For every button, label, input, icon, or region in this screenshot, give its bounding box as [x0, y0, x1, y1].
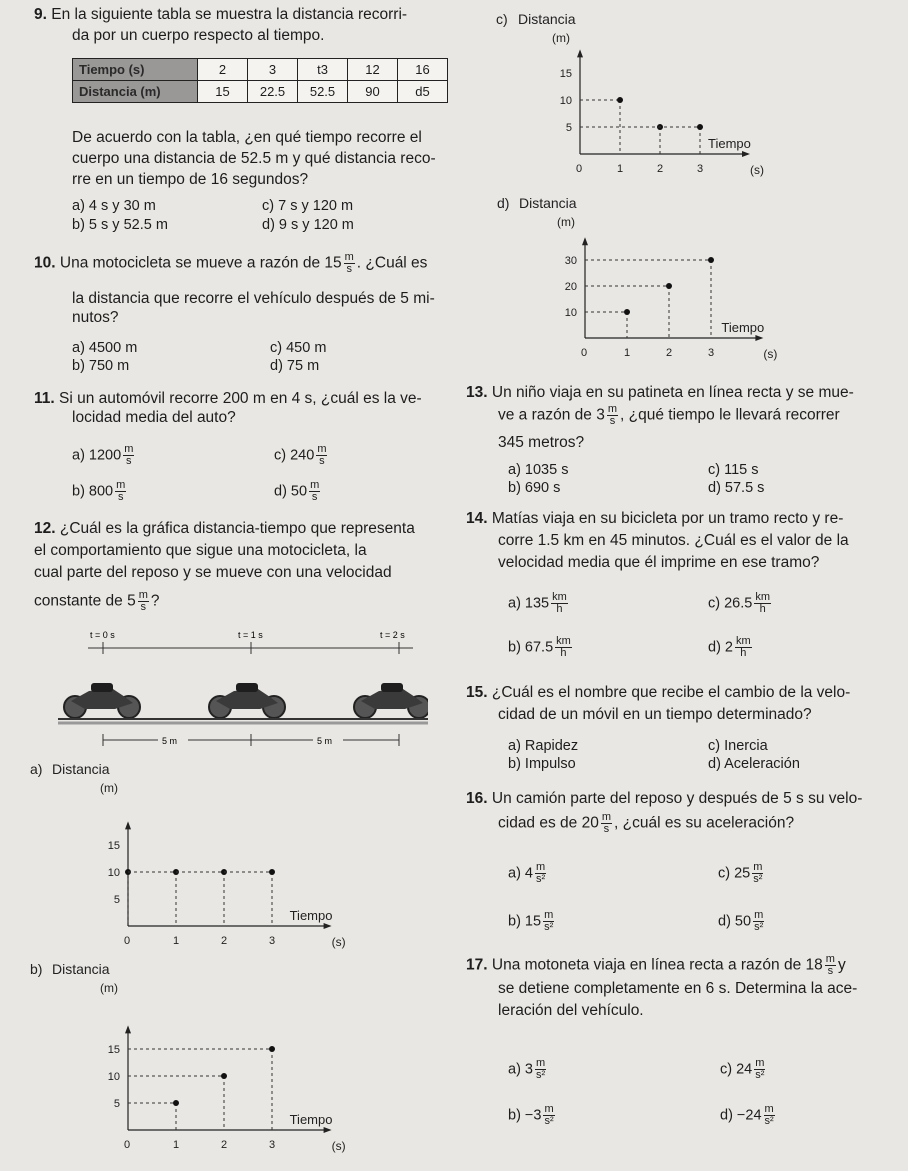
- x-tick-label: 3: [708, 347, 715, 359]
- y-tick-label: 10: [564, 307, 577, 319]
- q13-option-b[interactable]: b) 690 s: [508, 480, 561, 496]
- q13-line1: [466, 382, 854, 404]
- data-point: [708, 257, 714, 263]
- q17-number: 17.: [466, 956, 488, 974]
- q10-option-d[interactable]: d) 75 m: [270, 358, 320, 374]
- data-point: [624, 309, 630, 315]
- q17-text-pre: Una motoneta viaja en línea recta a razón de 18: [491, 956, 823, 974]
- y-axis-label: Distancia: [52, 961, 110, 977]
- q14-text2: corre 1.5 km en 45 minutos. ¿Cuál es el valor de la: [498, 532, 849, 549]
- q16-option-b[interactable]: b) 15 $\frac{m}{\text{s²}}$: [508, 909, 554, 933]
- table-cell: t3: [298, 59, 348, 81]
- q17-option-b[interactable]: b) −3 $\frac{m}{\text{s²}}$: [508, 1103, 554, 1127]
- data-point: [269, 1046, 275, 1052]
- q10-line1: [34, 252, 427, 275]
- y-tick-label: 5: [113, 1098, 120, 1110]
- q17-option-c[interactable]: c) 24 $\frac{m}{\text{s²}}$: [720, 1057, 765, 1081]
- q12-number: 12.: [34, 520, 56, 537]
- data-point: [173, 1100, 179, 1106]
- y-tick-label: 15: [559, 68, 572, 80]
- q13-text2: ve a razón de 3 $\frac{m}{s}$ , ¿qué tiempo le llevará recorrer: [498, 403, 840, 427]
- x-tick-label: 1: [624, 347, 631, 359]
- y-tick-label: 5: [113, 894, 120, 906]
- x-axis-label: Tiempo: [708, 136, 751, 151]
- y-axis-arrow: [125, 821, 131, 829]
- data-point: [697, 124, 703, 130]
- data-point: [221, 1073, 227, 1079]
- x-axis-label: Tiempo: [721, 320, 765, 335]
- x-axis-label: Tiempo: [289, 1112, 333, 1127]
- q9-option-c[interactable]: c) 7 s y 120 m: [262, 198, 354, 214]
- q16-option-a[interactable]: a) 4 $\frac{m}{\text{s²}}$: [508, 861, 546, 885]
- q13-option-c[interactable]: c) 115 s: [708, 462, 759, 478]
- y-axis-unit: (m): [557, 215, 575, 229]
- q11-text: Si un automóvil recorre 200 m en 4 s, ¿cuál es la ve-: [59, 390, 422, 407]
- q14-option-d[interactable]: d) 2 $\frac{km}{h}$: [708, 635, 751, 659]
- y-axis-arrow: [125, 1025, 131, 1033]
- q12-text2: el comportamiento que sigue una motocicleta, la: [34, 542, 367, 559]
- q10-number: 10.: [34, 254, 56, 272]
- y-axis-arrow: [577, 49, 583, 57]
- x-axis-unit: (s): [331, 1139, 346, 1153]
- y-axis-label: Distancia: [52, 761, 110, 777]
- y-axis-unit: (m): [100, 781, 118, 795]
- q10-text-post: . ¿Cuál es: [356, 254, 428, 272]
- table-cell: 2: [198, 59, 248, 81]
- q9-option-a[interactable]: a) 4 s y 30 m: [72, 198, 156, 214]
- x-tick-label: 3: [269, 935, 276, 947]
- table-header-time: Tiempo (s): [73, 59, 198, 81]
- table-cell: 16: [398, 59, 448, 81]
- x-tick-label: 1: [617, 163, 624, 175]
- q15-line1: [466, 682, 850, 704]
- chart-option-d[interactable]: [490, 188, 830, 368]
- x-tick-label: 0: [581, 347, 588, 359]
- x-axis-unit: (s): [331, 935, 346, 949]
- chart-option-b[interactable]: [28, 954, 408, 1154]
- y-tick-label: 10: [107, 1071, 120, 1083]
- table-cell: d5: [398, 81, 448, 103]
- table-cell: 22.5: [248, 81, 298, 103]
- q16-text: Un camión parte del reposo y después de 5 s su velo-: [491, 790, 863, 807]
- q9-question3: rre en un tiempo de 16 segundos?: [72, 171, 309, 188]
- q17-line1: 17. Una motoneta viaja en línea recta a razón de 18 $\frac{m}{s}$ y: [466, 953, 846, 977]
- table-row: [73, 81, 448, 103]
- t1-label: t = 1 s: [238, 630, 263, 640]
- chart-option-a[interactable]: [28, 754, 408, 954]
- motorcycle-icon: [209, 683, 285, 718]
- table-cell: 90: [348, 81, 398, 103]
- y-axis-unit: (m): [100, 981, 118, 995]
- x-tick-label: 0: [576, 163, 583, 175]
- q16-option-c[interactable]: c) 25 $\frac{m}{\text{s²}}$: [718, 861, 763, 885]
- q10-option-b[interactable]: b) 750 m: [72, 358, 130, 374]
- q9-option-d[interactable]: d) 9 s y 120 m: [262, 217, 354, 233]
- q15-number: 15.: [466, 684, 488, 701]
- x-axis-arrow: [742, 151, 750, 157]
- q11-option-d[interactable]: d) 50 $\frac{m}{s}$: [274, 479, 320, 503]
- x-axis-arrow: [324, 1127, 332, 1133]
- x-tick-label: 0: [124, 1139, 131, 1151]
- q12-line1: [34, 518, 415, 540]
- x-tick-label: 2: [221, 1139, 228, 1151]
- q9-question1: De acuerdo con la tabla, ¿en qué tiempo recorre el: [72, 129, 422, 146]
- motorcycle-timeline: [58, 624, 428, 752]
- chart-letter: d): [497, 195, 510, 211]
- y-tick-label: 5: [565, 122, 572, 134]
- x-axis-unit: (s): [763, 347, 778, 361]
- x-axis-arrow: [324, 923, 332, 929]
- q14-option-b[interactable]: b) 67.5 $\frac{km}{h}$: [508, 635, 571, 659]
- x-tick-label: 2: [657, 163, 664, 175]
- q14-option-c[interactable]: c) 26.5 $\frac{km}{h}$: [708, 591, 771, 615]
- q15-option-a[interactable]: a) Rapidez: [508, 738, 579, 754]
- x-tick-label: 1: [173, 935, 180, 947]
- x-tick-label: 3: [269, 1139, 276, 1151]
- x-axis-unit: (s): [750, 163, 764, 177]
- q13-text3: 345 metros?: [498, 434, 585, 451]
- q9-line1: [34, 4, 407, 26]
- motorcycle-icon: [354, 683, 428, 718]
- y-tick-label: 20: [564, 281, 577, 293]
- q10-option-c[interactable]: c) 450 m: [270, 340, 327, 356]
- q11-option-b[interactable]: b) 800 $\frac{m}{s}$: [72, 479, 126, 503]
- chart-option-c[interactable]: [474, 4, 854, 184]
- q16-line1: [466, 788, 862, 810]
- q10-text-pre: Una motocicleta se mueve a razón de 15: [59, 254, 342, 272]
- y-axis-arrow: [582, 237, 588, 245]
- table-cell: 15: [198, 81, 248, 103]
- data-point: [269, 869, 275, 875]
- distance-label-1: 5 m: [162, 736, 178, 746]
- x-tick-label: 2: [221, 935, 228, 947]
- q11-text2: locidad media del auto?: [72, 409, 236, 426]
- q14-text3: velocidad media que él imprime en ese tramo?: [498, 554, 820, 571]
- t2-label: t = 2 s: [380, 630, 405, 640]
- q11-number: 11.: [34, 390, 55, 407]
- y-tick-label: 30: [564, 255, 577, 267]
- table-header-distance: Distancia (m): [73, 81, 198, 103]
- q14-line1: [466, 508, 843, 530]
- q14-option-a[interactable]: a) 135 $\frac{km}{h}$: [508, 591, 567, 615]
- q17-option-d[interactable]: d) −24 $\frac{m}{\text{s²}}$: [720, 1103, 774, 1127]
- q11-option-a[interactable]: a) 1200 $\frac{m}{s}$: [72, 443, 134, 467]
- q12-text3: cual parte del reposo y se mueve con una velocidad: [34, 564, 392, 581]
- q9-number: 9.: [34, 6, 47, 23]
- y-axis-label: Distancia: [518, 11, 576, 27]
- q15-text: ¿Cuál es el nombre que recibe el cambio de la velo-: [491, 684, 851, 701]
- distance-label-2: 5 m: [317, 736, 333, 746]
- q16-number: 16.: [466, 790, 488, 807]
- q17-text2: se detiene completamente en 6 s. Determina la ace-: [498, 980, 858, 997]
- x-tick-label: 0: [124, 935, 131, 947]
- table-cell: 12: [348, 59, 398, 81]
- t0-label: t = 0 s: [90, 630, 115, 640]
- data-point: [666, 283, 672, 289]
- q13-option-a[interactable]: a) 1035 s: [508, 462, 569, 478]
- x-tick-label: 2: [666, 347, 673, 359]
- q15-option-c[interactable]: c) Inercia: [708, 738, 768, 754]
- q9-option-b[interactable]: b) 5 s y 52.5 m: [72, 217, 168, 233]
- table-cell: 52.5: [298, 81, 348, 103]
- q11-option-c[interactable]: c) 240 $\frac{m}{s}$: [274, 443, 327, 467]
- y-axis-label: Distancia: [519, 195, 577, 211]
- x-tick-label: 3: [697, 163, 704, 175]
- chart-letter: b): [30, 961, 43, 977]
- q17-text-post: y: [837, 956, 846, 974]
- q14-text: Matías viaja en su bicicleta por un tramo recto y re-: [491, 510, 844, 527]
- y-axis-unit: (m): [552, 31, 570, 45]
- chart-letter: a): [30, 761, 43, 777]
- table-cell: 3: [248, 59, 298, 81]
- y-tick-label: 10: [107, 867, 120, 879]
- data-point: [617, 97, 623, 103]
- q10-text2: la distancia que recorre el vehículo después de 5 mi-: [72, 290, 435, 307]
- motorcycle-icon: [64, 683, 140, 718]
- q10-text3: nutos?: [72, 309, 119, 326]
- q15-text2: cidad de un móvil en un tiempo determinado?: [498, 706, 812, 723]
- q16-text2: cidad es de 20 $\frac{m}{s}$ , ¿cuál es su aceleración?: [498, 811, 795, 835]
- x-axis-label: Tiempo: [289, 908, 333, 923]
- q16-option-d[interactable]: d) 50 $\frac{m}{\text{s²}}$: [718, 909, 764, 933]
- table-row: [73, 59, 448, 81]
- y-tick-label: 15: [107, 1044, 120, 1056]
- chart-letter: c): [496, 11, 508, 27]
- q9-text2: da por un cuerpo respecto al tiempo.: [72, 27, 325, 44]
- q15-option-d[interactable]: d) Aceleración: [708, 756, 800, 772]
- x-tick-label: 1: [173, 1139, 180, 1151]
- y-tick-label: 15: [107, 840, 120, 852]
- q13-number: 13.: [466, 384, 488, 401]
- q17-option-a[interactable]: a) 3 $\frac{m}{\text{s²}}$: [508, 1057, 546, 1081]
- q13-text: Un niño viaja en su patineta en línea recta y se mue-: [491, 384, 854, 401]
- q12-text: ¿Cuál es la gráfica distancia-tiempo que representa: [59, 520, 415, 537]
- q13-option-d[interactable]: d) 57.5 s: [708, 480, 765, 496]
- q9-question2: cuerpo una distancia de 52.5 m y qué distancia reco-: [72, 150, 436, 167]
- y-tick-label: 10: [559, 95, 572, 107]
- q10-option-a[interactable]: a) 4500 m: [72, 340, 138, 356]
- q15-option-b[interactable]: b) Impulso: [508, 756, 576, 772]
- q17-text3: leración del vehículo.: [498, 1002, 644, 1019]
- q12-text4: constante de 5 $\frac{m}{s}$ ?: [34, 589, 160, 613]
- q9-text: En la siguiente tabla se muestra la distancia recorri-: [51, 6, 408, 23]
- x-axis-arrow: [755, 335, 763, 341]
- unit-fraction: $\frac{m}{s}$: [344, 251, 354, 275]
- q9-table: [72, 58, 448, 103]
- q14-number: 14.: [466, 510, 488, 527]
